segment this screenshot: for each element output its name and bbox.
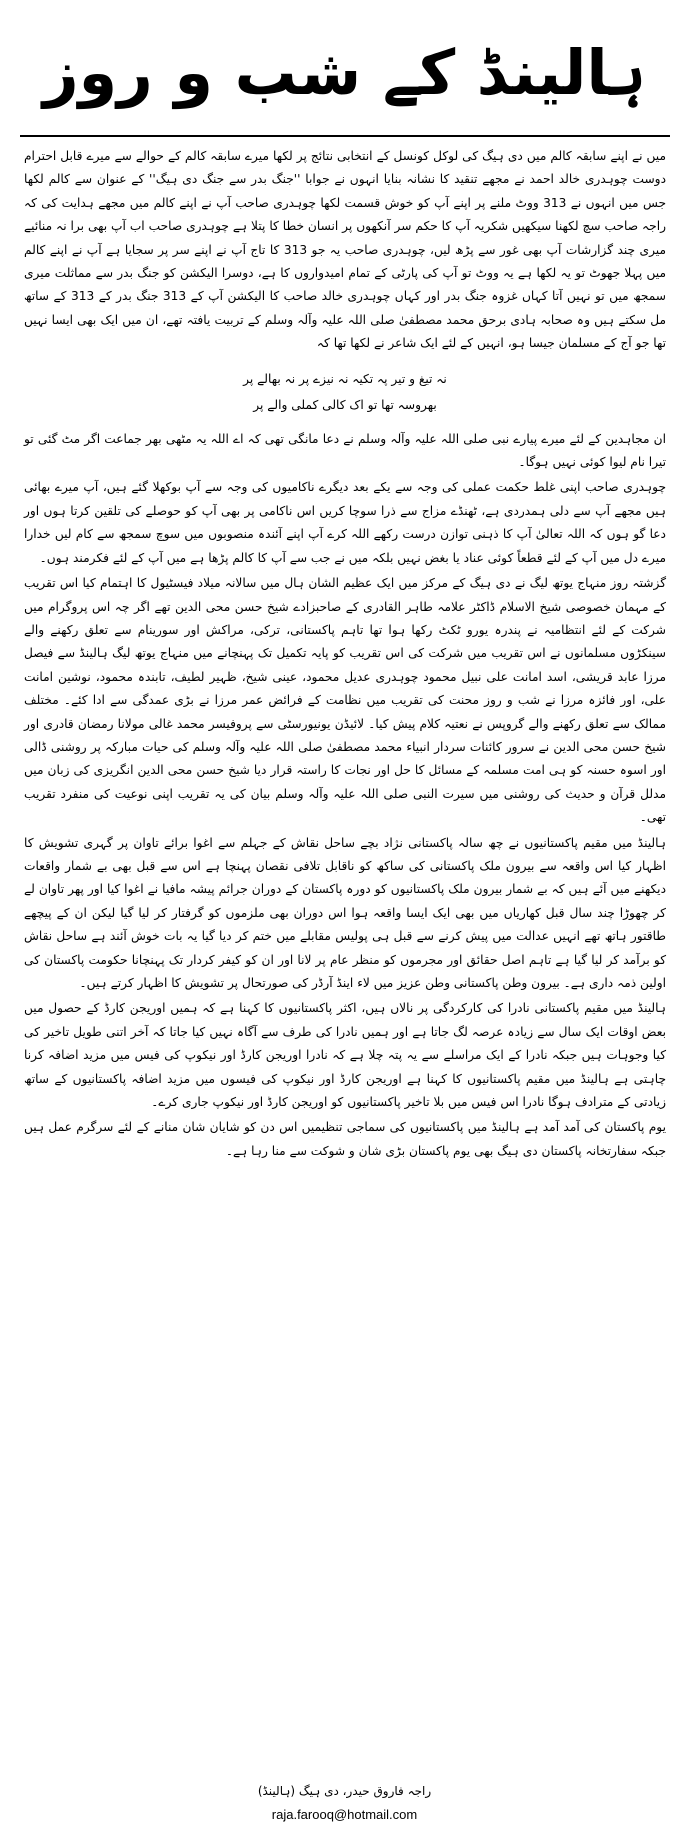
- column-title: ہالینڈ کے شب و روز: [42, 36, 647, 109]
- title-divider: [20, 135, 670, 137]
- paragraph: میں نے اپنے سابقہ کالم میں دی ہیگ کی لوکل کونسل کے انتخابی نتائج پر لکھا میرے سابقہ کالم کے حوالے سے میرے قابل احترام دوست چوہدری خالد احمد نے مجھے تنقید کا نشانہ بنایا انہوں نے جوابا ''جنگ بدر سے جنگ دی ہیگ'' کے عنوان سے کالم لکھا جس میں انہوں نے 313 ووٹ ملنے پر اپنے آپ کو خوش قسمت لکھا چوہدری صاحب آپ نے اپنے کالم میں مجھے ہدایت کی کہ راجہ صاحب سچ لکھنا سیکھیں شکریہ آپ کا حکم سر آنکھوں پر انسان خطا کا پتلا ہے چوہدری صاحب اب آپ بھی برا نہ منائیے میری چند گزارشات آپ بھی غور سے پڑھ لیں، چوہدری صاحب یہ جو 313 کا تاج آپ نے اپنے سر پر سجایا ہے آپ نے اپنے کالم میں پہلا جھوٹ تو یہ لکھا ہے یہ ووٹ تو آپ کی پارٹی کے تمام امیدواروں کا ہے، دوسرا الیکشن کو جنگ بدر سے مماثلت میری سمجھ میں تو نہیں آتا کہاں غزوہ جنگ بدر اور کہاں چوہدری خالد صاحب کا الیکشن آپ کے 313 جنگ بدر کے 313 کے ساتھ مل سکتے ہیں وہ صحابہ ہادی برحق محمد مصطفیٰ صلی اللہ علیہ وآلہ وسلم کے تربیت یافتہ تھے، ان میں ایک بھی ایسا نہیں تھا جو آج کے مسلمان جیسا ہو، انہیں کے لئے ایک شاعر نے لکھا تھا کہ: [24, 149, 667, 351]
- poem-line: نہ تیغ و تیر پہ تکیہ نہ نیزے پر نہ بھالے پر: [243, 371, 447, 386]
- poem-quote: [24, 366, 666, 418]
- paragraph: ہالینڈ میں مقیم پاکستانیوں نے چھ سالہ پاکستانی نژاد بچے ساحل نقاش کے جہلم سے اغوا برائے تاوان پر گہری تشویش کا اظہار کیا اس واقعہ سے بیرون ملک پاکستانی کی ساکھ کو ناقابل تلافی نقصان پہنچا ہے اس سے قبل بھی بے شمار واقعات دیکھنے میں آئے ہیں کہ بے شمار بیرون ملک پاکستانیوں کو دورہ پاکستان کے دوران جرائم پیشہ مافیا نے اغوا کیا اور پھر تاوان لے کر چھوڑا چند سال قبل کھاریاں میں بھی ایک ایسا واقعہ ہوا اس دوران بھی ملزموں کو گرفتار کر لیا گیا لیکن ان کے پیچھے طاقتور ہاتھ تھے انہیں عدالت میں پیش کرنے سے قبل ہی پولیس مقابلے میں ختم کر دیا گیا یہ بات خوش آئند ہے ساحل نقاش کو برآمد کر لیا گیا ہے تاہم اصل حقائق اور مجرموں کو منظر عام پر لانا اور ان کو کیفر کردار تک پہنچانا حکومت پاکستان کی اولین ذمہ داری ہے۔ بیرون وطن پاکستانی وطن عزیز میں لاء اینڈ آرڈر کی صورتحال پر تشویش کا اظہار کرتے ہیں۔: [24, 835, 666, 990]
- paragraph: چوہدری صاحب اپنی غلط حکمت عملی کی وجہ سے یکے بعد دیگرے ناکامیوں کی وجہ سے آپ بوکھلا گئے ہیں، آپ میرے بھائی ہیں مجھے آپ سے دلی ہمدردی ہے، ٹھنڈے مزاج سے ذرا سوچا کریں اس ناکامی پر بھی آپ کو حوصلے کی تلقین کرتا ہوں اور دعا گو ہوں کہ اللہ تعالیٰ آپ کا ذہنی توازن درست رکھے اللہ کرے آپ اپنے آئندہ منصوبوں میں سوچ سمجھ سے کام لیں خدارا میرے دل میں آپ کے لئے قطعاً کوئی عناد یا بغض نہیں بلکہ میں نے جب سے آپ کا کالم پڑھا ہے میں آپ کے لئے فکرمند ہوں۔: [24, 480, 666, 565]
- article-body: [24, 145, 666, 1165]
- paragraph: ان مجاہدین کے لئے میرے پیارے نبی صلی اللہ علیہ وآلہ وسلم نے دعا مانگی تھی کہ اے اللہ یہ مٹھی بھر جماعت اگر مٹ گئی تو تیرا نام لیوا کوئی نہیں ہوگا۔: [24, 431, 666, 470]
- author-email: raja.farooq@hotmail.com: [271, 1807, 418, 1822]
- paragraph: یوم پاکستان کی آمد آمد ہے ہالینڈ میں پاکستانیوں کی سماجی تنظیمیں اس دن کو شایان شان منانے کے لئے سرگرم عمل ہیں جبکہ سفارتخانہ پاکستان دی ہیگ بھی یوم پاکستان بڑی شان و شوکت سے منا رہا ہے۔: [24, 1120, 666, 1158]
- paragraph: گزشتہ روز منہاج یوتھ لیگ نے دی ہیگ کے مرکز میں ایک عظیم الشان ہال میں سالانہ میلاد فیسٹیول کا اہتمام کیا اس تقریب کے مہمان خصوصی شیخ الاسلام ڈاکٹر علامہ طاہر القادری کے صاحبزادے شیخ حسن محی الدین تھے اگر چہ اس پروگرام میں شرکت کے لئے انتظامیہ نے پندرہ یورو ٹکٹ رکھا ہوا تھا تاہم پاکستانی، ترکی، مراکش اور سورینام سے تعلق رکھنے والے سینکڑوں مسلمانوں نے اس تقریب میں شرکت کی اس تقریب کو پایہ تکمیل تک پہنچانے میں منہاج یوتھ لیگ ہالینڈ سے فیصل مرزا عابد قریشی، اسد امانت علی نبیل محمود چوہدری عدیل محمود، عینی شیخ، ظہیر لطیف، تابندہ محمود، نوشین امانت علی، اور فائزہ مرزا نے شب و روز محنت کی تقریب میں نظامت کے فرائض عمر مرزا نے بڑی عمدگی سے ادا کئے۔ مختلف ممالک سے تعلق رکھنے والے گروپس نے نعتیہ کلام پیش کیا۔ لائیڈن یونیورسٹی سے پروفیسر محمد غالی مولانا رمضان قادری اور شیخ حسن محی الدین نے سرور کائنات سردار انبیاء محمد مصطفیٰ صلی اللہ علیہ وآلہ وسلم کی حیات مبارکہ پر روشنی ڈالی اور اسوہ حسنہ کو ہی امت مسلمہ کے مسائل کا حل اور نجات کا راستہ قرار دیا شیخ حسن محی الدین انگریزی کی زبان میں مدلل قرآن و حدیث کی روشنی میں سیرت النبی صلی اللہ علیہ وآلہ وسلم بیان کی یہ تقریب اپنی نوعیت کی منفرد تقریب تھی۔: [24, 576, 666, 825]
- author-byline: راجہ فاروق حیدر، دی ہیگ (ہالینڈ): [257, 1784, 432, 1798]
- paragraph: ہالینڈ میں مقیم پاکستانی نادرا کی کارکردگی پر نالاں ہیں، اکثر پاکستانیوں کا کہنا ہے کہ ہمیں اوریجن کارڈ کے حصول میں بعض اوقات ایک سال سے زیادہ عرصہ لگ جاتا ہے اور ہمیں نادرا کی طرف سے آگاہ نہیں کیا جاتا کہ آخر اتنی طویل تاخیر کی کیا وجوہات ہیں جبکہ نادرا کے ایک مراسلے سے یہ پتہ چلا ہے کہ نادرا اوریجن کارڈ اور نیکوپ کی فیس میں مزید اضافہ کرنا چاہتی ہے ہالینڈ میں مقیم پاکستانیوں کا کہنا ہے اوریجن کارڈ اور نیکوپ کی فیسوں میں مزید اضافہ پاکستانیوں کے ساتھ زیادتی کے مترادف ہوگا نادرا اس فیس میں بلا تاخیر پاکستانیوں کو اوریجن کارڈ اور نیکوپ جاری کرے۔: [24, 1001, 666, 1110]
- poem-line: بھروسہ تھا تو اک کالی کملی والے پر: [253, 397, 437, 412]
- masthead: [20, 8, 669, 138]
